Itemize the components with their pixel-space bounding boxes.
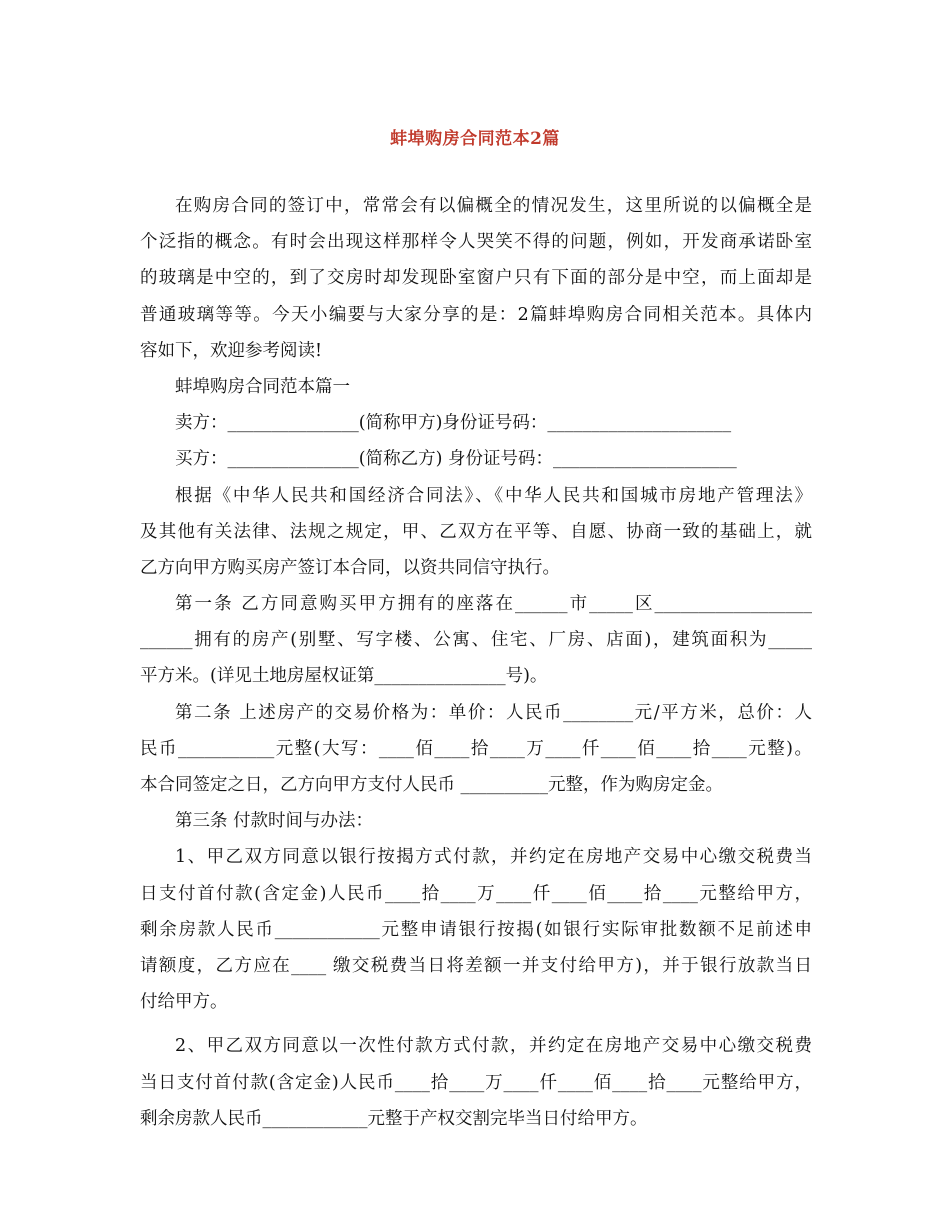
text-line: 买方：_______________(简称乙方) 身份证号码：_____________________ [175, 449, 737, 470]
text-line: 根据《中华人民共和国经济合同法》、《中华人民共和国城市房地产管理法》 [175, 485, 812, 506]
text-line: 第三条 付款时间与办法： [175, 811, 374, 832]
text-line: 民币___________元整(大写：____佰____拾____万____仟____佰____拾____元整)。 [140, 738, 812, 759]
text-line: 乙方向甲方购买房产签订本合同，以资共同信守执行。 [140, 557, 560, 578]
text-line: 普通玻璃等等。今天小编要与大家分享的是：2篇蚌埠购房合同相关范本。具体内 [140, 304, 812, 325]
text-line: 容如下，欢迎参考阅读! [140, 340, 323, 361]
text-line: 1、甲乙双方同意以银行按揭方式付款，并约定在房地产交易中心缴交税费当 [175, 847, 812, 868]
text-line: 第二条 上述房产的交易价格为：单价：人民币________元/平方米，总价：人 [175, 702, 812, 723]
text-line: 付给甲方。 [140, 992, 228, 1013]
text-line: 剩余房款人民币____________元整于产权交割完毕当日付给甲方。 [140, 1108, 648, 1129]
text-line: 平方米。(详见土地房屋权证第_______________号)。 [140, 666, 548, 687]
document-title: 蚌埠购房合同范本2篇 [390, 129, 560, 149]
text-line: 第一条 乙方同意购买甲方拥有的座落在______市_____区__________________ [175, 594, 812, 615]
text-line: 日支付首付款(含定金)人民币____拾____万____仟____佰____拾____元整给甲方， [140, 883, 812, 904]
document-body [140, 188, 812, 1137]
text-line: 当日支付首付款(含定金)人民币____拾____万____仟____佰____拾____元整给甲方， [140, 1072, 812, 1093]
text-line: 的玻璃是中空的，到了交房时却发现卧室窗户只有下面的部分是中空，而上面却是 [140, 268, 812, 289]
text-line: 本合同签定之日，乙方向甲方支付人民币 __________元整，作为购房定金。 [140, 775, 724, 795]
text-line: 卖方：_______________(简称甲方)身份证号码：_____________________ [175, 413, 732, 434]
text-line: 个泛指的概念。有时会出现这样那样令人哭笑不得的问题，例如，开发商承诺卧室 [140, 232, 812, 253]
paragraph-gap [140, 1020, 812, 1028]
text-line: 2、甲乙双方同意以一次性付款方式付款，并约定在房地产交易中心缴交税费 [175, 1036, 812, 1057]
text-line: 在购房合同的签订中，常常会有以偏概全的情况发生，这里所说的以偏概全是 [175, 196, 812, 216]
text-line: 及其他有关法律、法规之规定，甲、乙双方在平等、自愿、协商一致的基础上，就 [140, 521, 812, 542]
text-line: ______拥有的房产(别墅、写字楼、公寓、住宅、厂房、店面)，建筑面积为_____ [140, 630, 812, 651]
text-line: 剩余房款人民币____________元整申请银行按揭(如银行实际审批数额不足前述申 [140, 919, 812, 940]
text-line: 蚌埠购房合同范本篇一 [175, 376, 350, 397]
text-line: 请额度，乙方应在____ 缴交税费当日将差额一并支付给甲方)，并于银行放款当日 [140, 955, 812, 976]
